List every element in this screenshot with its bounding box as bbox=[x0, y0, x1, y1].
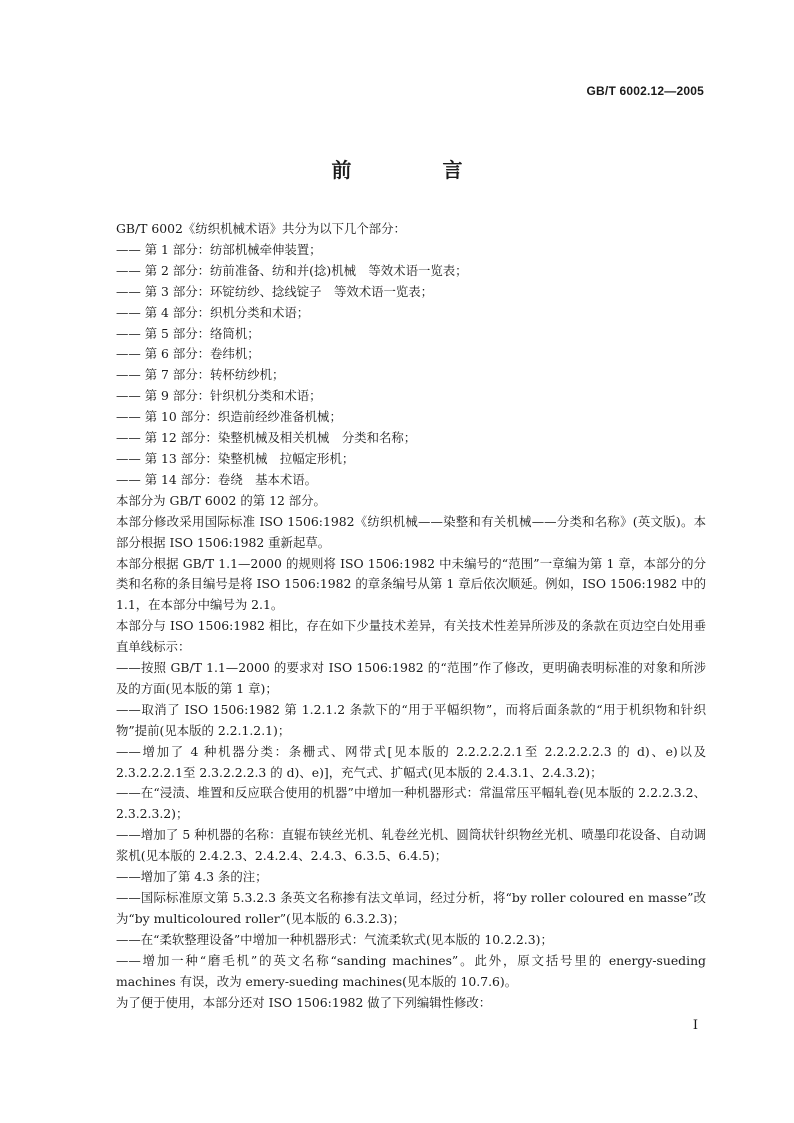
list-item: —— 第 4 部分：织机分类和术语； bbox=[116, 304, 310, 320]
list-item: ——增加了 4 种机器分类：条栅式、网带式[见本版的 2.2.2.2.2.1至 2.2.2.2.2.3 的 d)、e)以及 2.3.2.2.2.1至 2.3.2.2.2.3 的 d)、e)]，充气式、扩幅式(见本版的 2.4.3.1、2.4.3.2)； bbox=[116, 743, 706, 780]
differences-list bbox=[116, 658, 706, 993]
paragraph: 本部分根据 GB/T 1.1—2000 的规则将 ISO 1506:1982 中未编号的“范围”一章编为第 1 章，本部分的分类和名称的条目编号是将 ISO 1506:1982 的章条编号从第 1 章后依次顺延。例如，ISO 1506:1982 中的 1.1，在本部分中编号为 2.1。 bbox=[116, 555, 706, 613]
parts-list bbox=[116, 240, 706, 491]
paragraph: 本部分与 ISO 1506:1982 相比，存在如下少量技术差异，有关技术性差异所涉及的条款在页边空白处用垂直单线标示： bbox=[116, 618, 706, 655]
list-item: ——国际标准原文第 5.3.2.3 条英文名称掺有法文单词，经过分析，将“by roller coloured en masse”改为“by multicoloured roller”(见本版的 6.3.2.3)； bbox=[116, 890, 706, 926]
standard-code: GB/T 6002.12—2005 bbox=[586, 84, 704, 98]
list-item: ——增加了 5 种机器的名称：直辊布铗丝光机、轧卷丝光机、圆筒状针织物丝光机、喷墨印花设备、自动调浆机(见本版的 2.4.2.3、2.4.2.4、2.4.3、6.3.5、6.4.5)； bbox=[116, 827, 706, 864]
page-title: 前 言 bbox=[331, 158, 505, 182]
list-item: ——取消了 ISO 1506:1982 第 1.2.1.2 条款下的“用于平幅织物”，而将后面条款的“用于机织物和针织物”提前(见本版的 2.2.1.2.1)； bbox=[116, 701, 706, 738]
intro-text: GB/T 6002《纺织机械术语》共分为以下几个部分： bbox=[116, 221, 406, 236]
list-item: —— 第 1 部分：纺部机械牵伸装置； bbox=[116, 241, 322, 257]
closing-text: 为了便于使用，本部分还对 ISO 1506:1982 做了下列编辑性修改： bbox=[116, 994, 492, 1010]
list-item: —— 第 6 部分：卷纬机； bbox=[116, 346, 260, 362]
preface-body bbox=[116, 219, 706, 1013]
list-item: ——增加了第 4.3 条的注； bbox=[116, 869, 268, 885]
list-item: —— 第 12 部分：染整机械及相关机械 分类和名称； bbox=[116, 430, 417, 446]
list-item: —— 第 7 部分：转杯纺纱机； bbox=[116, 367, 285, 383]
list-item: ——在“浸渍、堆置和反应联合使用的机器”中增加一种机器形式：常温常压平幅轧卷(见本版的 2.2.2.3.2、2.3.2.3.2)； bbox=[116, 785, 706, 822]
page-number: I bbox=[692, 1018, 698, 1033]
list-item: ——在“柔软整理设备”中增加一种机器形式：气流柔软式(见本版的 10.2.2.3)； bbox=[116, 931, 553, 947]
list-item: —— 第 13 部分：染整机械 拉幅定形机； bbox=[116, 450, 355, 466]
paragraph: 本部分为 GB/T 6002 的第 12 部分。 bbox=[116, 492, 326, 508]
paragraph: 本部分修改采用国际标准 ISO 1506:1982《纺织机械——染整和有关机械——分类和名称》(英文版)。本部分根据 ISO 1506:1982 重新起草。 bbox=[116, 513, 706, 550]
list-item: —— 第 14 部分：卷绕 基本术语。 bbox=[116, 471, 318, 487]
list-item: —— 第 9 部分：针织机分类和术语； bbox=[116, 388, 322, 404]
list-item: ——增加一种“磨毛机”的英文名称“sanding machines”。此外，原文括号里的 energy-sueding machines 有误，改为 emery-sueding machines(见本版的 10.7.6)。 bbox=[116, 952, 706, 989]
list-item: —— 第 5 部分：络筒机； bbox=[116, 325, 260, 341]
list-item: ——按照 GB/T 1.1—2000 的要求对 ISO 1506:1982 的“范围”作了修改，更明确表明标准的对象和所涉及的方面(见本版的第 1 章)； bbox=[116, 660, 706, 696]
list-item: —— 第 3 部分：环锭纺纱、捻线锭子 等效术语一览表； bbox=[116, 283, 434, 299]
list-item: —— 第 10 部分：织造前经纱准备机械； bbox=[116, 409, 342, 425]
list-item: —— 第 2 部分：纺前准备、纺和并(捻)机械 等效术语一览表； bbox=[116, 262, 468, 278]
